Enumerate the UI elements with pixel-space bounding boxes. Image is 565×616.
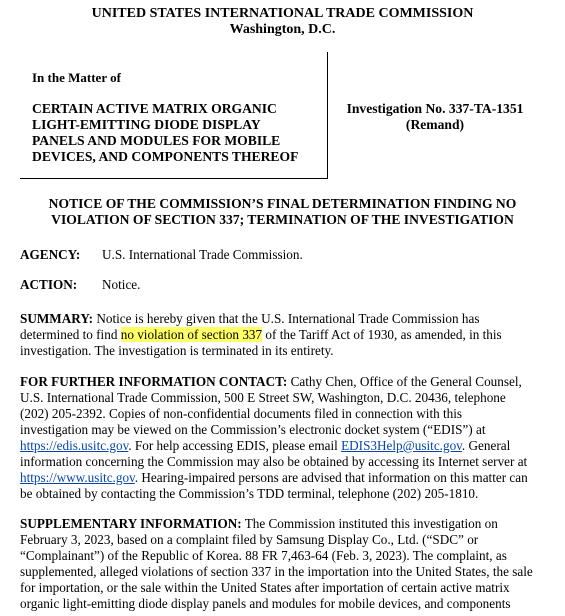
agency-field xyxy=(20,247,303,263)
notice-title-line: NOTICE OF THE COMMISSION’S FINAL DETERMINATION FINDING NO xyxy=(48,196,517,211)
supplementary-text: February 3, 2023, based on a complaint filed by Samsung Display Co., Ltd. (“SDC” or xyxy=(20,532,479,547)
summary-text: Notice is hereby given that the U.S. International Trade Commission has xyxy=(93,311,480,326)
contact-text: (202) 205-2392. Copies of non-confidential documents filed in connection with this xyxy=(20,406,463,421)
contact-paragraph xyxy=(20,374,560,502)
summary-paragraph xyxy=(20,311,560,359)
contact-text: . For help accessing EDIS, please email xyxy=(128,438,342,453)
contact-text: U.S. International Trade Commission, 500 E Street SW, Washington, D.C. 20436, telephone xyxy=(20,390,506,405)
matter-label: In the Matter of xyxy=(32,70,121,85)
summary-label: SUMMARY: xyxy=(20,311,94,326)
supplementary-paragraph xyxy=(20,516,560,612)
action-value: Notice. xyxy=(102,277,141,292)
agency-label: AGENCY: xyxy=(20,247,81,262)
location: Washington, D.C. xyxy=(229,22,336,37)
contact-text: . General xyxy=(461,438,511,453)
contact-text: investigation may be viewed on the Commission’s electronic docket system (“EDIS”) at xyxy=(20,422,486,437)
summary-text: investigation. The investigation is terminated in its entirety. xyxy=(20,343,334,358)
contact-text: Cathy Chen, Office of the General Counsel, xyxy=(287,374,522,389)
supplementary-text: The Commission instituted this investigation on xyxy=(241,516,498,531)
usitc-link[interactable]: https://www.usitc.gov xyxy=(20,470,135,485)
investigation-number: Investigation No. 337-TA-1351 xyxy=(346,101,524,116)
action-label: ACTION: xyxy=(20,277,78,292)
contact-text: . Hearing-impaired persons are advised that information on this matter can xyxy=(134,470,528,485)
summary-text: determined to find xyxy=(20,327,121,342)
edis-help-email-link[interactable]: EDIS3Help@usitc.gov xyxy=(341,438,462,453)
notice-title-line: VIOLATION OF SECTION 337; TERMINATION OF THE INVESTIGATION xyxy=(51,212,514,227)
highlighted-text: no violation of section 337 xyxy=(120,327,263,342)
supplementary-text: “Complainant”) of the Republic of Korea. 88 FR 7,463-64 (Feb. 3, 2023). The complaint, as xyxy=(20,548,507,563)
notice-title xyxy=(0,196,565,228)
supplementary-text: for importation, or the sale within the United States after importation of certain active matrix xyxy=(20,580,510,595)
supplementary-text: supplemented, alleged violations of section 337 in the importation into the United States, the sale xyxy=(20,564,533,579)
supplementary-text: organic light-emitting diode display panels and modules for mobile devices, and components xyxy=(20,596,511,611)
summary-text: of the Tariff Act of 1930, as amended, in this xyxy=(262,327,502,342)
contact-label: FOR FURTHER INFORMATION CONTACT: xyxy=(20,374,288,389)
case-title-line: PANELS AND MODULES FOR MOBILE xyxy=(32,133,281,148)
supplementary-label: SUPPLEMENTARY INFORMATION: xyxy=(20,516,242,531)
case-title-line: LIGHT-EMITTING DIODE DISPLAY xyxy=(32,117,261,132)
commission-name: UNITED STATES INTERNATIONAL TRADE COMMISSION xyxy=(91,6,474,21)
agency-value: U.S. International Trade Commission. xyxy=(102,247,303,262)
contact-text: be obtained by contacting the Commission’s TDD terminal, telephone (202) 205-1810. xyxy=(20,486,479,501)
case-title xyxy=(32,101,322,165)
edis-link[interactable]: https://edis.usitc.gov xyxy=(20,438,129,453)
remand-label: (Remand) xyxy=(405,117,465,132)
contact-text: information concerning the Commission may also be obtained by accessing its Internet server at xyxy=(20,454,528,469)
action-field xyxy=(20,277,140,293)
case-title-line: CERTAIN ACTIVE MATRIX ORGANIC xyxy=(32,101,277,116)
case-title-line: DEVICES, AND COMPONENTS THEREOF xyxy=(32,149,299,164)
